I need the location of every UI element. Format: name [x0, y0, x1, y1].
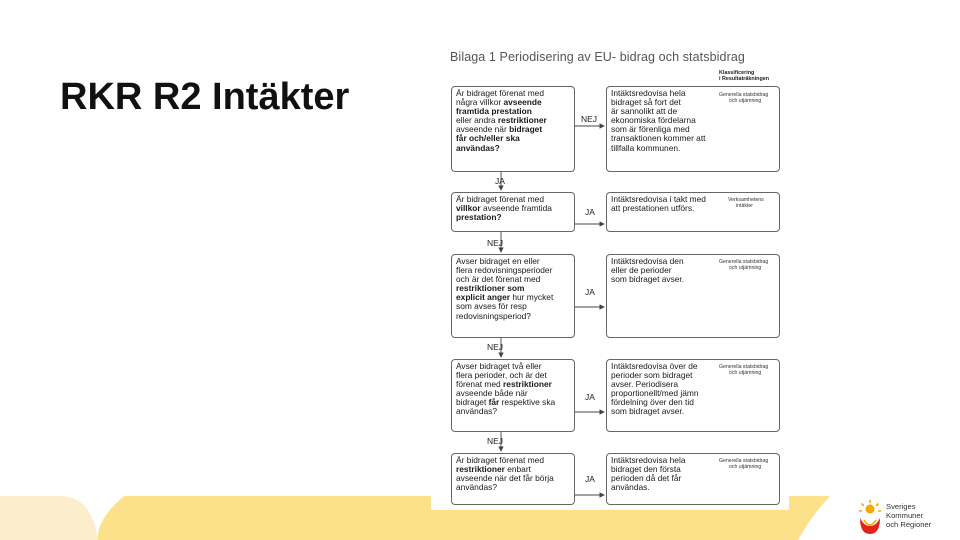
periodization-flowchart-document [431, 42, 789, 510]
answer-box-4: Intäktsredovisa över de perioder som bidraget avser. Periodisera proportionellt/med jämn fördelning över den tid som bidraget avser. [606, 359, 780, 432]
flowchart-connectors [431, 42, 789, 510]
header-category-label: Klassificering i Resultaträkningen [719, 70, 770, 83]
question-box-4: Avser bidraget två eller flera perioder, och är det förenat med restriktioner avseende både när bidraget får respektive ska användas? [451, 359, 575, 432]
question-box-2: Är bidraget förenat med villkor avseende framtida prestation? [451, 192, 575, 232]
answer-box-1: Intäktsredovisa hela bidraget så fort det är sannolikt att de ekonomiska fördelarna som är förenliga med transaktionen kommer att tillfalla kommunen. [606, 86, 780, 172]
label-nej-4: NEJ [487, 436, 504, 446]
label-ja-5: JA [585, 474, 595, 484]
skr-logo-icon [856, 500, 884, 536]
label-nej-3: NEJ [487, 342, 504, 352]
label-ja-3: JA [585, 287, 595, 297]
answer-5-category: Generella statsbidrag och utjämning [719, 458, 769, 470]
label-ja-2: JA [585, 207, 595, 217]
label-nej-2: NEJ [487, 238, 504, 248]
label-nej-1: NEJ [581, 114, 598, 124]
answer-2-category: Verksamhetens intäkter [728, 197, 764, 209]
answer-box-3: Intäktsredovisa den eller de perioder som bidraget avser. [606, 254, 780, 338]
answer-box-5: Intäktsredovisa hela bidraget den första perioden då det får användas. [606, 453, 780, 505]
question-box-3: Avser bidraget en eller flera redovisningsperioder och är det förenat med restriktioner som explicit anger hur mycket som avses för resp redovisningsperiod? [451, 254, 575, 338]
answer-4-category: Generella statsbidrag och utjämning [719, 364, 769, 376]
answer-3-category: Generella statsbidrag och utjämning [719, 259, 769, 271]
decor-shape-cream [0, 496, 98, 540]
label-ja-1: JA [495, 176, 505, 186]
slide-title: RKR R2 Intäkter [60, 76, 350, 118]
question-box-5: Är bidraget förenat med restriktioner enbart avseende när det får börja användas? [451, 453, 575, 505]
answer-box-2: Intäktsredovisa i takt med att prestationen utförs. [606, 192, 780, 232]
answer-1-category: Generella statsbidrag och utjämning [719, 92, 769, 104]
document-title: Bilaga 1 Periodisering av EU- bidrag och statsbidrag [450, 50, 745, 64]
question-box-1: Är bidraget förenat med några villkor avseende framtida prestation eller andra restriktioner avseende när bidraget får och/eller ska användas? [451, 86, 575, 172]
label-ja-4: JA [585, 392, 595, 402]
skr-logo-text: Sveriges Kommuner och Regioner [886, 502, 932, 529]
